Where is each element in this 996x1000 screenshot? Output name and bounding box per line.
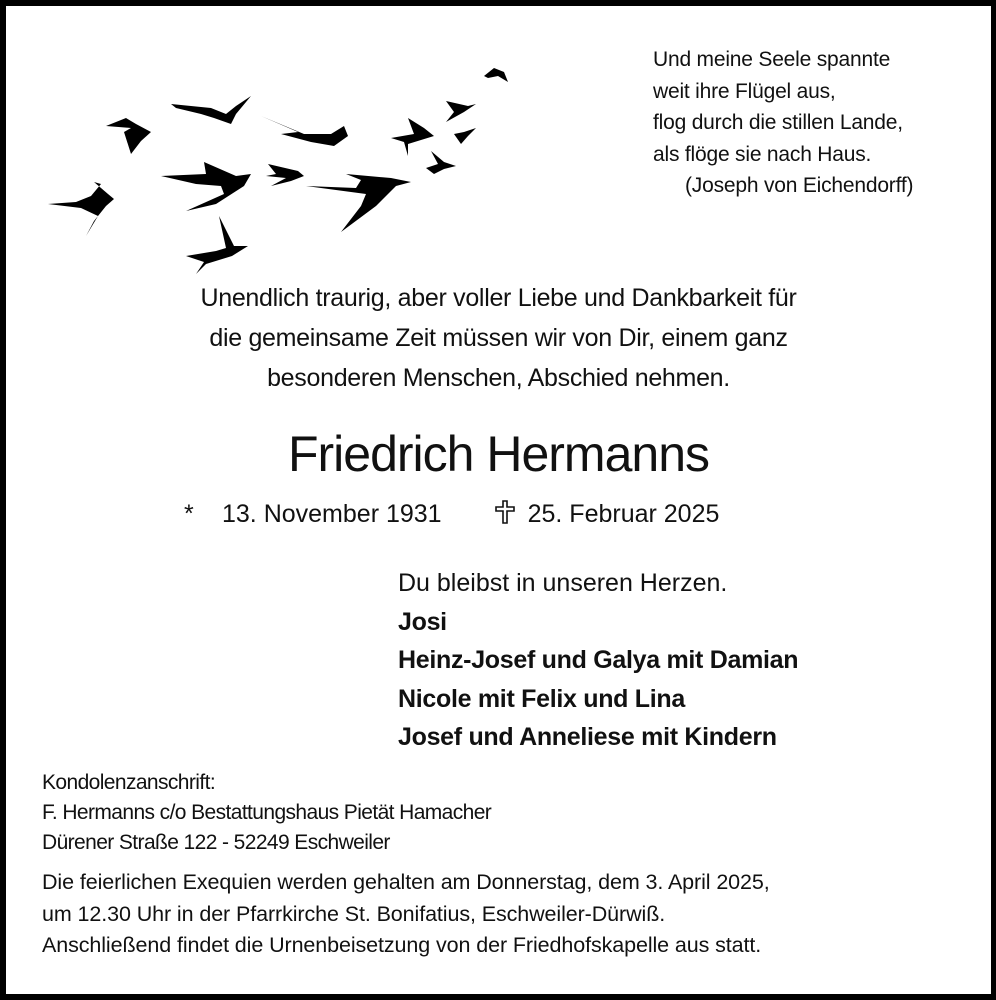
service-line: Anschließend findet die Urnenbeisetzung von der Friedhofskapelle aus statt. (42, 933, 762, 957)
death-date: 25. Februar 2025 (527, 500, 720, 528)
intro-line: Unendlich traurig, aber voller Liebe und Dankbarkeit für (200, 284, 797, 312)
service-info (42, 867, 770, 962)
swallows-flock-image (36, 36, 516, 276)
condolence-line: F. Hermanns c/o Bestattungshaus Pietät Hamacher (42, 801, 492, 824)
obituary-notice (6, 6, 991, 994)
cross-icon (494, 500, 516, 524)
deceased-name: Friedrich Hermanns (287, 426, 709, 482)
mourner-name: Nicole mit Felix und Lina (398, 684, 685, 713)
family-signatures (398, 564, 798, 757)
birth-date: 13. November 1931 (222, 500, 442, 528)
poem-line: als flöge sie nach Haus. (653, 142, 872, 166)
service-line: Die feierlichen Exequien werden gehalten am Donnerstag, dem 3. April 2025, (42, 870, 770, 894)
intro-line: besonderen Menschen, Abschied nehmen. (267, 364, 730, 392)
condolence-address (42, 768, 491, 858)
service-line: um 12.30 Uhr in der Pfarrkirche St. Bonifatius, Eschweiler-Dürwiß. (42, 901, 666, 926)
intro-text (6, 278, 991, 398)
poem-author: (Joseph von Eichendorff) (685, 174, 914, 197)
mourner-name: Josef und Anneliese mit Kindern (398, 723, 777, 751)
intro-line: die gemeinsame Zeit müssen wir von Dir, einem ganz (209, 324, 788, 352)
farewell-line: Du bleibst in unseren Herzen. (398, 569, 728, 597)
birth-star-icon: * (184, 500, 194, 528)
condolence-line: Dürener Straße 122 - 52249 Eschweiler (42, 831, 390, 854)
poem-line: Und meine Seele spannte (653, 48, 891, 71)
life-dates (184, 496, 719, 532)
poem-line: flog durch die stillen Lande, (653, 111, 903, 134)
poem-quote (653, 44, 913, 202)
mourner-name: Heinz-Josef und Galya mit Damian (398, 646, 799, 674)
condolence-label: Kondolenzanschrift: (42, 771, 216, 794)
poem-line: weit ihre Flügel aus, (653, 79, 836, 103)
mourner-name: Josi (398, 607, 447, 636)
